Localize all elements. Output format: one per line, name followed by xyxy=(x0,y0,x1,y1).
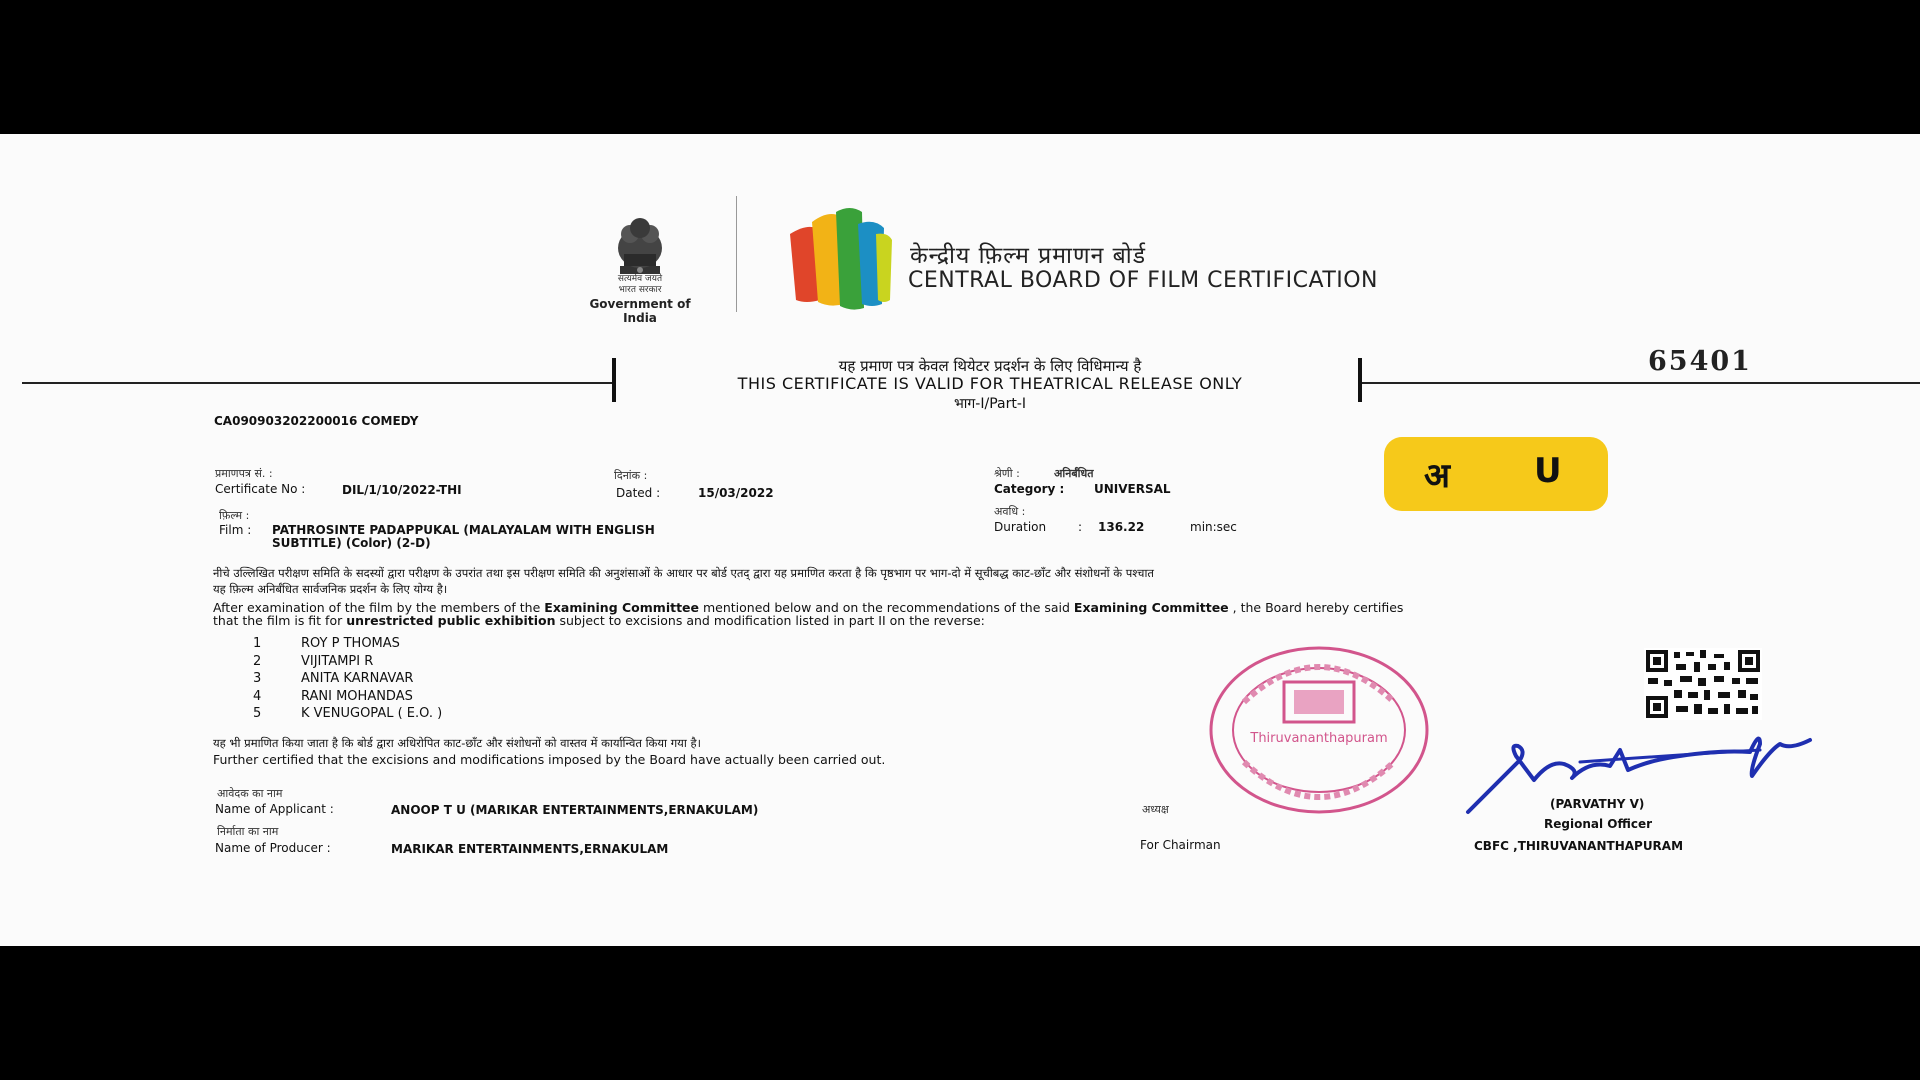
duration-value: 136.22 xyxy=(1098,520,1145,534)
validity-english: THIS CERTIFICATE IS VALID FOR THEATRICAL RELEASE ONLY xyxy=(737,374,1243,393)
chairman-label: For Chairman xyxy=(1140,838,1221,852)
cert-no-value: DIL/1/10/2022-THI xyxy=(342,483,462,497)
category-hindi-label: श्रेणी : xyxy=(994,467,1020,480)
left-bracket xyxy=(612,358,616,402)
officer-name: (PARVATHY V) xyxy=(1550,797,1645,811)
committee-name-3: ANITA KARNAVAR xyxy=(301,671,414,686)
examining-committee-text: Examining Committee xyxy=(1073,600,1229,615)
duration-hindi: अवधि : xyxy=(994,505,1026,518)
date-hindi: दिनांक : xyxy=(614,469,648,482)
chairman-hindi: अध्यक्ष xyxy=(1142,803,1169,816)
emblem-caption xyxy=(575,274,705,296)
rating-english: U xyxy=(1534,451,1562,491)
right-rule xyxy=(1362,382,1920,384)
applicant-label: Name of Applicant : xyxy=(215,802,334,816)
cbfc-logo-icon xyxy=(786,204,894,316)
government-of-india-label: Government of India xyxy=(589,297,691,325)
committee-num-4: 4 xyxy=(253,689,262,704)
header-divider xyxy=(736,196,737,312)
body-hindi-line1: नीचे उल्लिखित परीक्षण समिति के सदस्यों द्वारा परीक्षण के उपरांत तथा इस परीक्षण समिति की अनुशंसाओं के आधार पर बोर्ड एतद् द्वारा यह प्रमाणित करता है कि पृष्ठभाग पर भाग-दो में सूचीबद्ध काट-छाँट और संशोधनों के पश्चात xyxy=(213,566,1154,580)
certificate-document xyxy=(0,134,1920,946)
rating-hindi: अ xyxy=(1424,456,1450,496)
cert-no-label: Certificate No : xyxy=(215,482,306,496)
date-label: Dated : xyxy=(616,486,661,500)
emblem-motto: सत्यमेव जयते xyxy=(617,274,663,284)
validity-part: भाग-I/Part-I xyxy=(953,396,1027,412)
unrestricted-exhibition-text: unrestricted public exhibition xyxy=(346,613,556,628)
film-hindi: फ़िल्म : xyxy=(219,509,250,522)
officer-office: CBFC ,THIRUVANANTHAPURAM xyxy=(1474,839,1684,853)
committee-name-5: K VENUGOPAL ( E.O. ) xyxy=(301,706,443,721)
left-rule xyxy=(22,382,612,384)
rating-badge xyxy=(1384,437,1608,511)
duration-label: Duration xyxy=(994,520,1047,534)
emblem-bharat-sarkar: भारत सरकार xyxy=(618,284,662,295)
producer-label: Name of Producer : xyxy=(215,841,331,855)
committee-num-2: 2 xyxy=(253,654,262,669)
body-text-segment: subject to excisions and modification listed in part II on the reverse: xyxy=(555,613,985,628)
committee-num-3: 3 xyxy=(253,671,262,686)
seal-text: Thiruvananthapuram xyxy=(1250,731,1388,746)
producer-value: MARIKAR ENTERTAINMENTS,ERNAKULAM xyxy=(391,842,669,856)
serial-number: 65401 xyxy=(1648,346,1752,377)
committee-num-1: 1 xyxy=(253,636,262,651)
board-name-english: CENTRAL BOARD OF FILM CERTIFICATION xyxy=(908,268,1379,293)
certificate-code: CA090903202200016 COMEDY xyxy=(214,414,419,428)
category-value: UNIVERSAL xyxy=(1094,482,1171,496)
officer-title: Regional Officer xyxy=(1544,817,1653,831)
body-english-line2 xyxy=(213,613,985,628)
committee-name-2: VIJITAMPI R xyxy=(301,654,374,669)
body-text-segment: that the film is fit for xyxy=(213,613,347,628)
film-title-line1: PATHROSINTE PADAPPUKAL (MALAYALAM WITH ENGLISH xyxy=(272,523,655,537)
committee-name-4: RANI MOHANDAS xyxy=(301,689,413,704)
further-english: Further certified that the excisions and modifications imposed by the Board have actually been carried out. xyxy=(213,752,886,767)
qr-code-icon xyxy=(1644,648,1762,720)
producer-hindi: निर्माता का नाम xyxy=(217,825,279,838)
body-hindi-line2: यह फ़िल्म अनिर्बंधित सार्वजनिक प्रदर्शन के लिए योग्य है। xyxy=(213,582,448,596)
film-label: Film : xyxy=(219,523,252,537)
film-title-line2: SUBTITLE) (Color) (2-D) xyxy=(272,536,431,550)
board-name-hindi: केन्द्रीय फ़िल्म प्रमाणन बोर्ड xyxy=(910,243,1147,269)
applicant-hindi: आवेदक का नाम xyxy=(217,787,283,800)
body-text-segment: mentioned below and on the recommendations of the said xyxy=(699,600,1074,615)
cbfc-seal-stamp xyxy=(1204,642,1434,818)
committee-name-1: ROY P THOMAS xyxy=(301,636,400,651)
body-text-segment: After examination of the film by the members of the xyxy=(213,600,545,615)
cert-no-hindi: प्रमाणपत्र सं. : xyxy=(215,467,273,480)
duration-unit: min:sec xyxy=(1190,520,1237,534)
date-value: 15/03/2022 xyxy=(698,486,774,500)
validity-hindi: यह प्रमाण पत्र केवल थियेटर प्रदर्शन के लिए विधिमान्य है xyxy=(838,357,1142,375)
body-text-segment: , the Board hereby certifies xyxy=(1228,600,1404,615)
category-label: Category : xyxy=(994,482,1065,496)
duration-colon: : xyxy=(1078,520,1083,534)
further-hindi: यह भी प्रमाणित किया जाता है कि बोर्ड द्वारा अधिरोपित काट-छाँट और संशोधनों को वास्तव में कार्यान्वित किया गया है। xyxy=(213,736,701,750)
examining-committee-text: Examining Committee xyxy=(544,600,700,615)
applicant-value: ANOOP T U (MARIKAR ENTERTAINMENTS,ERNAKULAM) xyxy=(391,803,759,817)
committee-num-5: 5 xyxy=(253,706,262,721)
category-hindi-value: अनिर्बंधित xyxy=(1054,467,1094,480)
